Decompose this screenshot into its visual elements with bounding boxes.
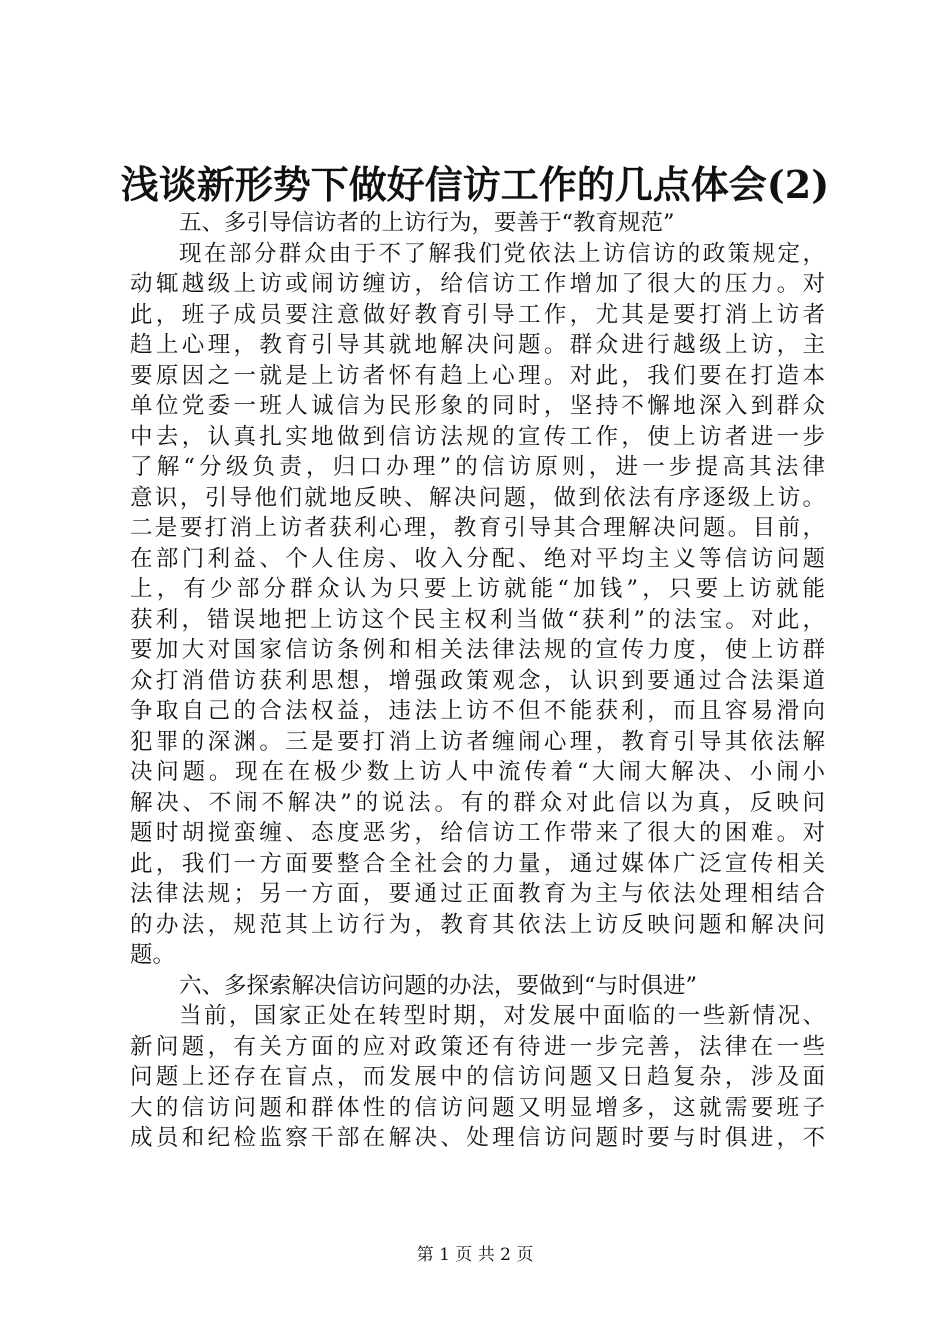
text-line: 五、多引导信访者的上访行为，要善于“教育规范” [179,210,675,236]
text-line: 中去，认真扎实地做到信访法规的宣传工作，使上访者进一步 [130,423,825,450]
text-line: 大的信访问题和群体性的信访问题又明显增多，这就需要班子 [130,1094,825,1121]
text-line: 现在部分群众由于不了解我们党依法上访信访的政策规定， [179,240,825,267]
text-line: 决问题。现在在极少数上访人中流传着“大闹大解决、小闹小 [130,759,825,785]
text-line: 意识，引导他们就地反映、解决问题，做到依法有序逐级上访。 [130,484,825,511]
text-line: 要加大对国家信访条例和相关法律法规的宣传力度，使上访群 [130,637,825,663]
text-line: 单位党委一班人诚信为民形象的同时，坚持不懈地深入到群众 [130,393,825,419]
document-title: 浅谈新形势下做好信访工作的几点体会(2) [120,162,830,207]
text-line: 新问题，有关方面的应对政策还有待进一步完善，法律在一些 [130,1033,825,1060]
text-line: 获利，错误地把上访这个民主权利当做“获利”的法宝。对此， [130,606,825,633]
text-line: 争取自己的合法权益，违法上访不但不能获利，而且容易滑向 [130,698,825,724]
text-line: 在部门利益、个人住房、收入分配、绝对平均主义等信访问题 [130,545,825,572]
text-line: 犯罪的深渊。三是要打消上访者缠闹心理，教育引导其依法解 [130,728,825,755]
document-body [130,208,825,1154]
text-line: 此，班子成员要注意做好教育引导工作，尤其是要打消上访者 [130,301,825,328]
text-line: 二是要打消上访者获利心理，教育引导其合理解决问题。目前， [130,515,825,541]
page-footer: 第 1 页 共 2 页 [416,1245,534,1265]
text-line: 动辄越级上访或闹访缠访，给信访工作增加了很大的压力。对 [130,271,825,297]
text-line: 题。 [130,942,176,968]
text-line: 了解“分级负责，归口办理”的信访原则，进一步提高其法律 [130,454,825,480]
text-line: 六、多探索解决信访问题的办法，要做到“与时俱进” [179,972,698,999]
text-line: 趋上心理，教育引导其就地解决问题。群众进行越级上访，主 [130,332,825,358]
text-line: 上，有少部分群众认为只要上访就能“加钱”，只要上访就能 [130,576,825,602]
text-line: 法律法规；另一方面，要通过正面教育为主与依法处理相结合 [130,881,825,907]
text-line: 题时胡搅蛮缠、态度恶劣，给信访工作带来了很大的困难。对 [130,820,825,846]
text-line: 要原因之一就是上访者怀有趋上心理。对此，我们要在打造本 [130,362,825,389]
text-line: 问题上还存在盲点，而发展中的信访问题又日趋复杂，涉及面 [130,1064,825,1090]
text-line: 解决、不闹不解决”的说法。有的群众对此信以为真，反映问 [130,789,825,816]
text-line: 当前，国家正处在转型时期，对发展中面临的一些新情况、 [179,1003,825,1029]
text-line: 成员和纪检监察干部在解决、处理信访问题时要与时俱进，不 [130,1125,825,1151]
text-line: 此，我们一方面要整合全社会的力量，通过媒体广泛宣传相关 [130,850,825,877]
text-line: 众打消借访获利思想，增强政策观念，认识到要通过合法渠道 [130,667,825,694]
text-line: 的办法，规范其上访行为，教育其依法上访反映问题和解决问 [130,911,825,938]
